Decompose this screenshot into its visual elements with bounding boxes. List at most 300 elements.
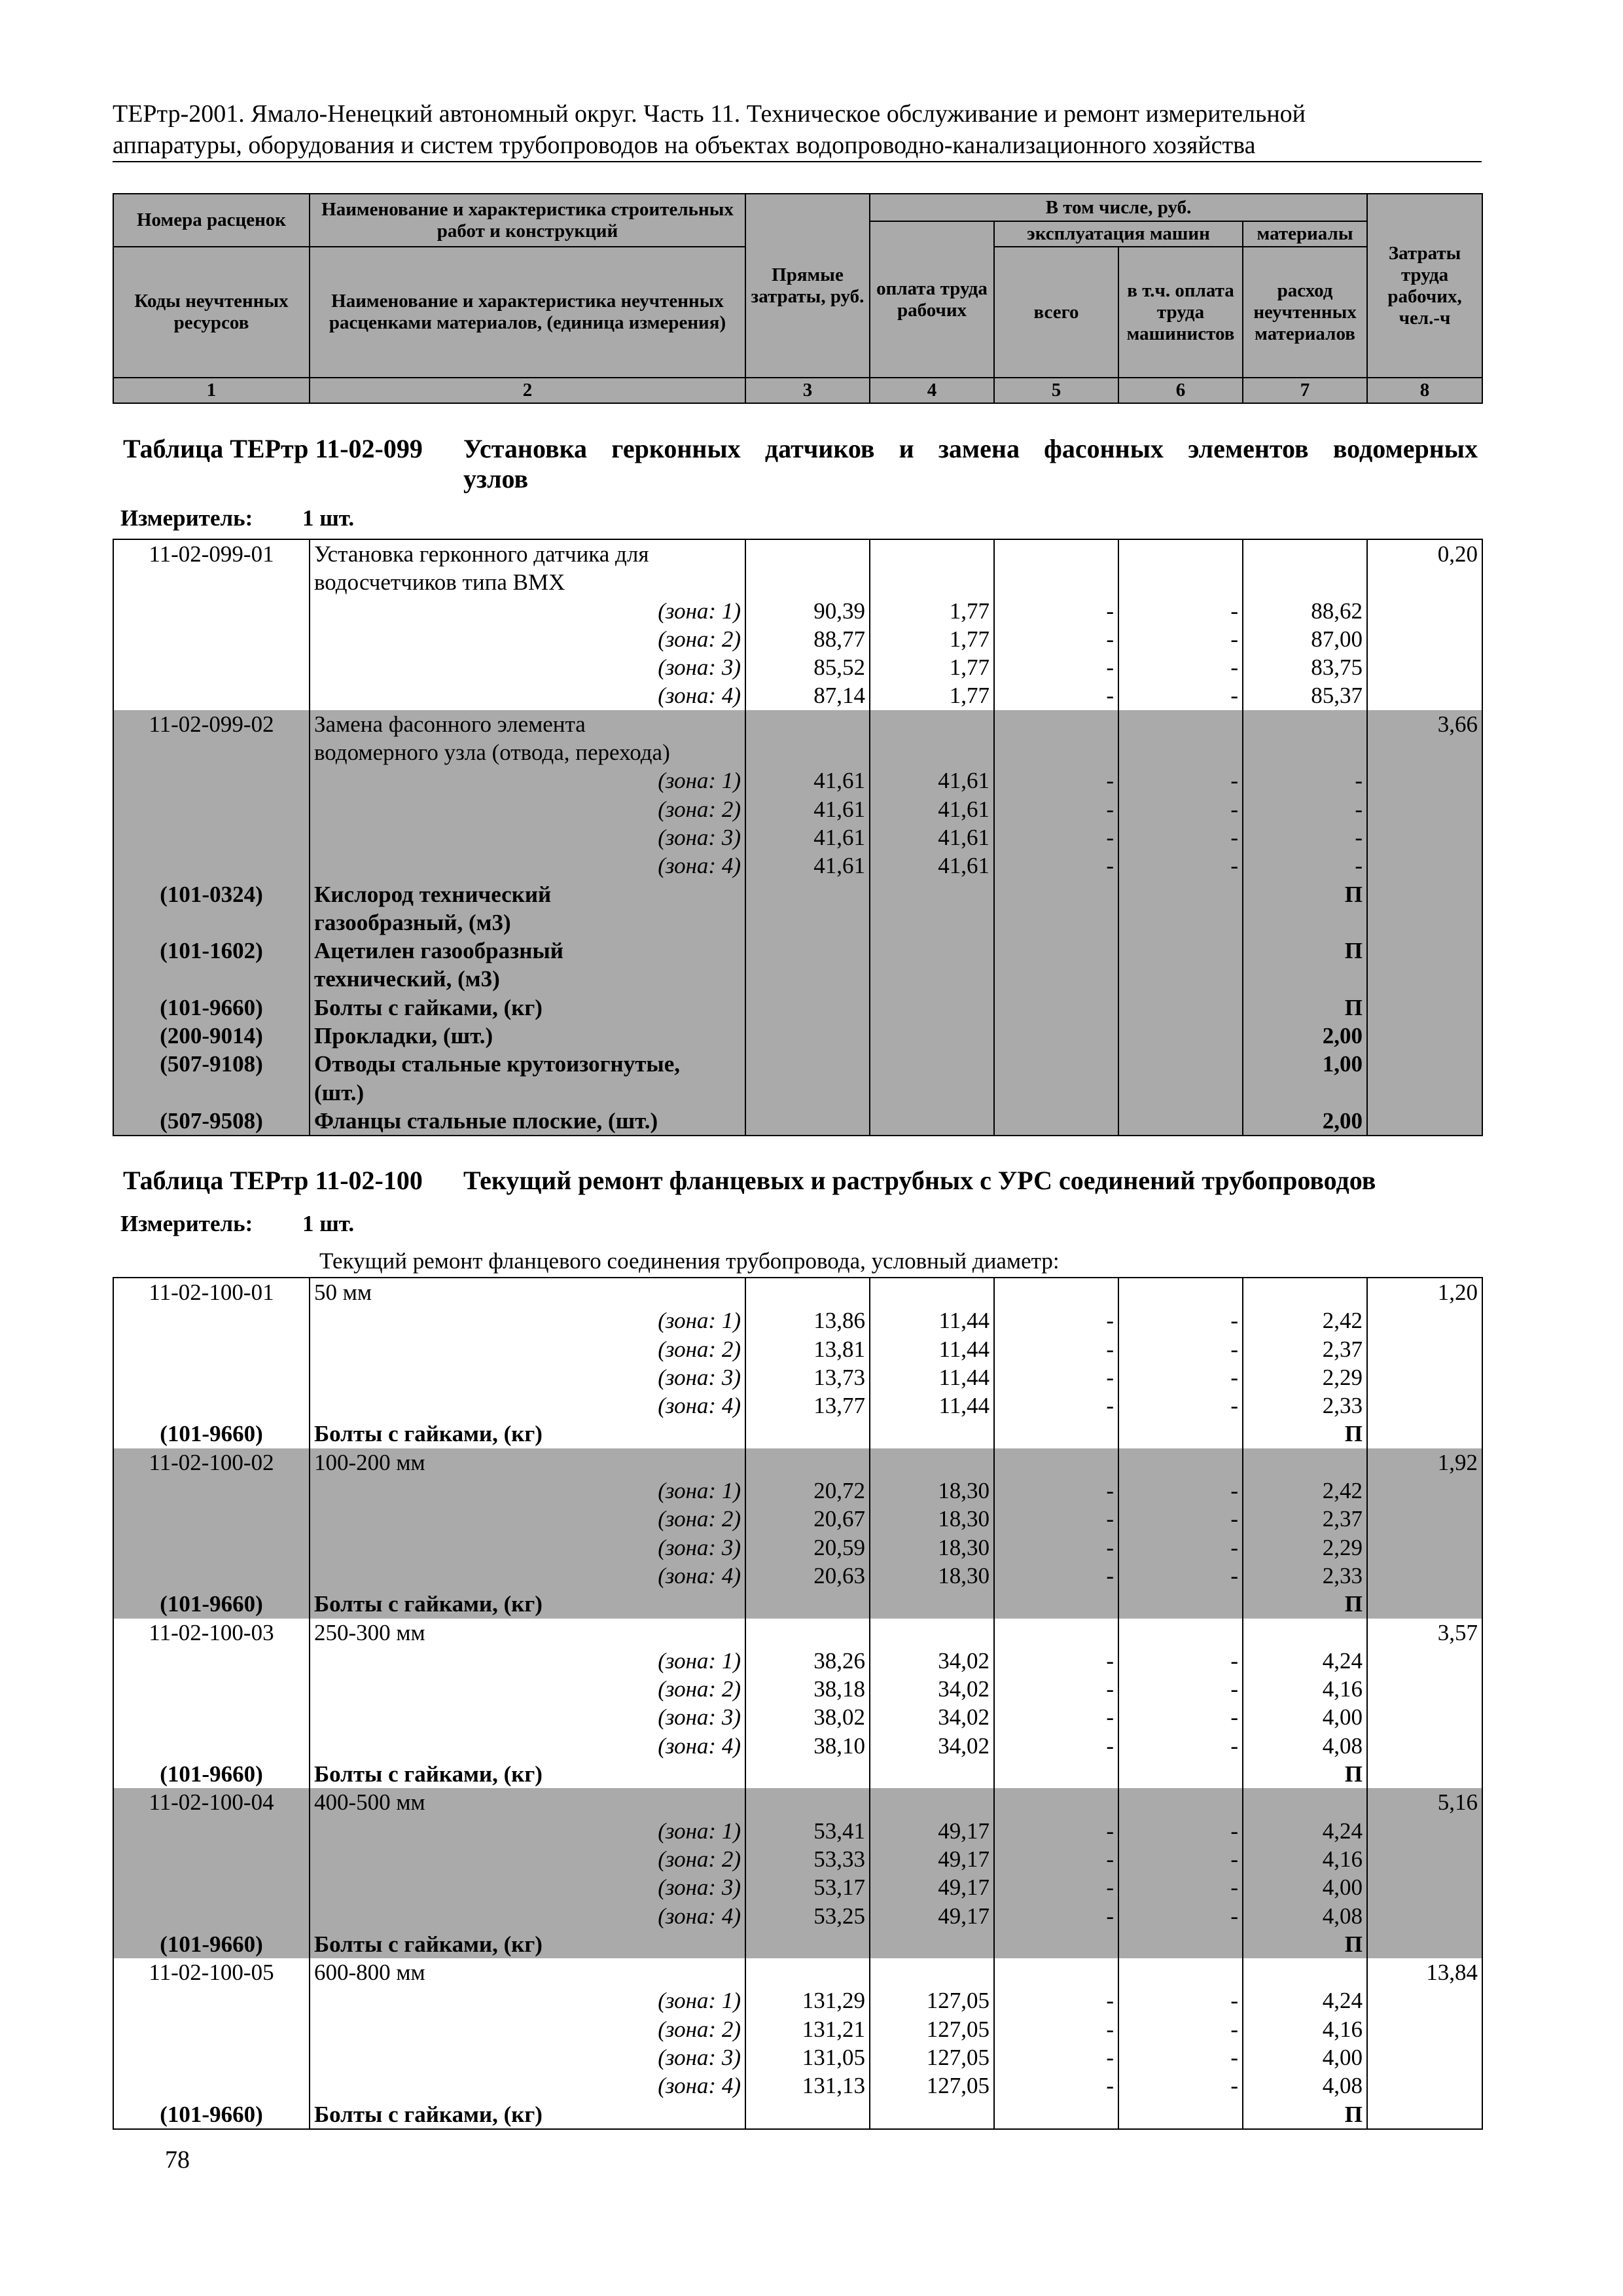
machine-cost-cell: - [994,2072,1118,2100]
labor-pay-cell [870,1050,994,1078]
name-cell: 600-800 мм [310,1958,745,1986]
code-cell [113,1873,310,1901]
labor-pay-cell [870,1958,994,1986]
operator-pay-cell: - [1118,1703,1243,1731]
operator-pay-cell: - [1118,1845,1243,1873]
labor-hours-cell [1367,880,1482,908]
code-cell: (507-9108) [113,1050,310,1078]
table2-label: Таблица ТЕРтр 11-02-100 [123,1166,423,1195]
code-cell: 11-02-100-01 [113,1278,310,1306]
resource-row [113,994,1482,1022]
operator-pay-cell: - [1118,852,1243,880]
name-cell: (зона: 1) [310,1986,745,2015]
measure-value: 1 шт. [302,505,355,531]
labor-pay-cell: 34,02 [870,1732,994,1760]
materials-cell [1243,1619,1367,1647]
zone-row [113,597,1482,625]
zone-row [113,1363,1482,1391]
materials-cell: 83,75 [1243,653,1367,681]
machine-cost-cell [994,1022,1118,1050]
machine-cost-cell [994,738,1118,766]
labor-pay-cell: 1,77 [870,681,994,709]
name-cell: (зона: 3) [310,1534,745,1562]
table1-title-line2: узлов [463,464,529,493]
code-cell [113,1391,310,1420]
direct-cost-cell: 53,33 [745,1845,870,1873]
labor-pay-cell: 41,61 [870,795,994,823]
labor-hours-cell [1367,1902,1482,1930]
materials-cell [1243,1278,1367,1306]
labor-pay-cell [870,710,994,738]
materials-cell: 4,16 [1243,1845,1367,1873]
header-rule [113,161,1482,162]
table2-measure [120,1211,355,1237]
direct-cost-cell [745,1760,870,1788]
rate-row [113,1278,1482,1306]
name-cell: (зона: 4) [310,681,745,709]
direct-cost-cell: 13,86 [745,1306,870,1335]
operator-pay-cell: - [1118,1391,1243,1420]
labor-hours-cell: 0,20 [1367,539,1482,568]
zone-row [113,1562,1482,1590]
code-cell [113,597,310,625]
operator-pay-cell: - [1118,1902,1243,1930]
labor-hours-cell [1367,994,1482,1022]
operator-pay-cell [1118,1788,1243,1816]
name-cell: Болты с гайками, (кг) [310,1420,745,1448]
zone-row [113,1703,1482,1731]
resource-row [113,937,1482,965]
labor-hours-cell [1367,1703,1482,1731]
col-num: 6 [1118,378,1243,403]
operator-pay-cell: - [1118,1873,1243,1901]
operator-pay-cell: - [1118,653,1243,681]
labor-hours-cell [1367,795,1482,823]
operator-pay-cell [1118,1448,1243,1477]
materials-cell: - [1243,852,1367,880]
operator-pay-cell: - [1118,795,1243,823]
materials-cell: П [1243,1590,1367,1618]
machine-cost-cell [994,1050,1118,1078]
operator-pay-cell: - [1118,1477,1243,1505]
materials-cell: 4,00 [1243,1873,1367,1901]
materials-cell: 4,24 [1243,1647,1367,1675]
labor-hours-cell [1367,568,1482,596]
direct-cost-cell: 20,63 [745,1562,870,1590]
name-cell: (зона: 2) [310,795,745,823]
direct-cost-cell: 53,41 [745,1817,870,1845]
header-zatraty: Затраты труда рабочих, чел.-ч [1367,194,1482,378]
zone-row [113,1845,1482,1873]
name-cell: (зона: 3) [310,2043,745,2072]
machine-cost-cell: - [994,1732,1118,1760]
direct-cost-cell: 13,81 [745,1335,870,1363]
labor-hours-cell [1367,2072,1482,2100]
zone-row [113,2015,1482,2043]
machine-cost-cell: - [994,653,1118,681]
machine-cost-cell [994,1590,1118,1618]
operator-pay-cell: - [1118,1817,1243,1845]
measure-value: 1 шт. [302,1211,355,1236]
name-cell: (зона: 2) [310,2015,745,2043]
header-ekspl: эксплуатация машин [994,221,1243,247]
labor-pay-cell: 11,44 [870,1306,994,1335]
labor-hours-cell [1367,2043,1482,2072]
name-cell: (зона: 2) [310,1845,745,1873]
labor-pay-cell [870,1022,994,1050]
labor-pay-cell [870,1788,994,1816]
labor-pay-cell: 11,44 [870,1335,994,1363]
operator-pay-cell [1118,539,1243,568]
operator-pay-cell [1118,1079,1243,1107]
operator-pay-cell: - [1118,2015,1243,2043]
labor-pay-cell: 18,30 [870,1534,994,1562]
rate-row [113,1788,1482,1816]
zone-row [113,1306,1482,1335]
direct-cost-cell [745,1107,870,1136]
name-cell: (зона: 4) [310,1562,745,1590]
code-cell [113,1079,310,1107]
materials-cell [1243,1448,1367,1477]
zone-row [113,1902,1482,1930]
name-cell: (зона: 3) [310,823,745,852]
machine-cost-cell [994,1930,1118,1958]
machine-cost-cell [994,937,1118,965]
materials-cell [1243,539,1367,568]
zone-row [113,1986,1482,2015]
col-num: 5 [994,378,1118,403]
code-cell [113,2043,310,2072]
name-cell: (зона: 1) [310,597,745,625]
code-cell [113,965,310,993]
rate-row [113,710,1482,738]
machine-cost-cell: - [994,1675,1118,1703]
col-num: 8 [1367,378,1482,403]
direct-cost-cell: 38,10 [745,1732,870,1760]
materials-cell: 2,42 [1243,1477,1367,1505]
name-cell: Фланцы стальные плоские, (шт.) [310,1107,745,1136]
materials-cell [1243,1079,1367,1107]
code-cell: (200-9014) [113,1022,310,1050]
code-cell [113,1562,310,1590]
machine-cost-cell: - [994,1817,1118,1845]
machine-cost-cell: - [994,1391,1118,1420]
direct-cost-cell: 41,61 [745,823,870,852]
labor-hours-cell: 13,84 [1367,1958,1482,1986]
zone-row [113,625,1482,653]
labor-hours-cell [1367,1817,1482,1845]
labor-hours-cell [1367,1930,1482,1958]
code-cell: 11-02-099-01 [113,539,310,568]
materials-cell: - [1243,766,1367,795]
machine-cost-cell: - [994,1562,1118,1590]
operator-pay-cell: - [1118,1562,1243,1590]
zone-row [113,1534,1482,1562]
direct-cost-cell: 38,26 [745,1647,870,1675]
machine-cost-cell: - [994,1845,1118,1873]
labor-pay-cell [870,1107,994,1136]
machine-cost-cell: - [994,625,1118,653]
labor-hours-cell [1367,1050,1482,1078]
code-cell: (101-9660) [113,2100,310,2129]
code-cell: (101-9660) [113,1930,310,1958]
labor-hours-cell: 3,66 [1367,710,1482,738]
machine-cost-cell: - [994,795,1118,823]
direct-cost-cell [745,880,870,908]
labor-pay-cell: 18,30 [870,1505,994,1533]
resource-row [113,1022,1482,1050]
operator-pay-cell [1118,1958,1243,1986]
labor-hours-cell [1367,1079,1482,1107]
operator-pay-cell [1118,937,1243,965]
labor-pay-cell [870,568,994,596]
name-cell: Отводы стальные крутоизогнутые, [310,1050,745,1078]
direct-cost-cell [745,738,870,766]
direct-cost-cell [745,1278,870,1306]
operator-pay-cell: - [1118,1675,1243,1703]
operator-pay-cell: - [1118,2072,1243,2100]
header-kody: Коды неучтенных ресурсов [113,247,310,378]
operator-pay-cell [1118,1022,1243,1050]
operator-pay-cell [1118,908,1243,937]
resource-row [113,908,1482,937]
direct-cost-cell: 38,02 [745,1703,870,1731]
operator-pay-cell [1118,1619,1243,1647]
materials-cell: - [1243,795,1367,823]
materials-cell: П [1243,994,1367,1022]
labor-pay-cell: 11,44 [870,1391,994,1420]
resource-row [113,1107,1482,1136]
operator-pay-cell [1118,738,1243,766]
materials-cell: 4,24 [1243,1817,1367,1845]
direct-cost-cell [745,1788,870,1816]
measure-label: Измеритель: [120,1211,253,1236]
code-cell [113,852,310,880]
labor-hours-cell: 5,16 [1367,1788,1482,1816]
header-line-2: аппаратуры, оборудования и систем трубопроводов на объектах водопроводно-канализационного хозяйства [113,132,1256,159]
labor-pay-cell [870,908,994,937]
name-cell: Кислород технический [310,880,745,908]
labor-hours-cell [1367,766,1482,795]
direct-cost-cell [745,2100,870,2129]
labor-pay-cell: 49,17 [870,1873,994,1901]
code-cell: 11-02-100-05 [113,1958,310,1986]
labor-hours-cell [1367,1391,1482,1420]
materials-cell: 2,00 [1243,1022,1367,1050]
direct-cost-cell [745,1448,870,1477]
operator-pay-cell: - [1118,597,1243,625]
zone-row [113,1675,1482,1703]
direct-cost-cell: 85,52 [745,653,870,681]
labor-pay-cell: 41,61 [870,823,994,852]
resource-row [113,880,1482,908]
name-cell: Болты с гайками, (кг) [310,1590,745,1618]
direct-cost-cell [745,1619,870,1647]
machine-cost-cell: - [994,1703,1118,1731]
materials-cell: 88,62 [1243,597,1367,625]
zone-row [113,2072,1482,2100]
code-cell [113,1647,310,1675]
operator-pay-cell: - [1118,1363,1243,1391]
machine-cost-cell [994,1107,1118,1136]
machine-cost-cell [994,908,1118,937]
header-vtch: в т.ч. оплата труда машинистов [1118,247,1243,378]
labor-hours-cell [1367,597,1482,625]
code-cell [113,1675,310,1703]
code-cell [113,1477,310,1505]
name-cell: (зона: 2) [310,1675,745,1703]
name-cell: 400-500 мм [310,1788,745,1816]
labor-hours-cell [1367,653,1482,681]
materials-cell: 2,33 [1243,1562,1367,1590]
operator-pay-cell: - [1118,2043,1243,2072]
direct-cost-cell [745,1590,870,1618]
operator-pay-cell [1118,710,1243,738]
labor-hours-cell [1367,1505,1482,1533]
materials-cell [1243,1958,1367,1986]
page-number: 78 [165,2146,190,2174]
labor-hours-cell [1367,1647,1482,1675]
code-cell [113,1534,310,1562]
machine-cost-cell [994,1958,1118,1986]
labor-pay-cell [870,1278,994,1306]
labor-hours-cell [1367,823,1482,852]
zone-row [113,1817,1482,1845]
name-cell: 50 мм [310,1278,745,1306]
machine-cost-cell [994,710,1118,738]
operator-pay-cell: - [1118,681,1243,709]
labor-pay-cell [870,2100,994,2129]
materials-cell [1243,1788,1367,1816]
code-cell: (101-9660) [113,1760,310,1788]
labor-hours-cell [1367,1590,1482,1618]
code-cell [113,908,310,937]
resource-row [113,1420,1482,1448]
name-cell: (зона: 1) [310,1306,745,1335]
machine-cost-cell: - [994,1335,1118,1363]
operator-pay-cell [1118,965,1243,993]
materials-cell: 1,00 [1243,1050,1367,1078]
labor-hours-cell [1367,681,1482,709]
machine-cost-cell: - [994,597,1118,625]
rate-row [113,568,1482,596]
labor-hours-cell [1367,1022,1482,1050]
machine-cost-cell: - [994,1505,1118,1533]
direct-cost-cell: 41,61 [745,852,870,880]
name-cell: (зона: 4) [310,1902,745,1930]
code-cell [113,1335,310,1363]
labor-pay-cell: 127,05 [870,2072,994,2100]
machine-cost-cell: - [994,1986,1118,2015]
code-cell: (101-9660) [113,994,310,1022]
materials-cell: 4,08 [1243,1732,1367,1760]
materials-cell: 2,29 [1243,1534,1367,1562]
materials-cell: 2,00 [1243,1107,1367,1136]
name-cell: (зона: 3) [310,653,745,681]
col-num: 4 [870,378,994,403]
code-cell [113,1902,310,1930]
machine-cost-cell [994,2100,1118,2129]
materials-cell [1243,568,1367,596]
labor-pay-cell [870,965,994,993]
labor-hours-cell [1367,1845,1482,1873]
operator-pay-cell: - [1118,1986,1243,2015]
labor-hours-cell [1367,2015,1482,2043]
operator-pay-cell: - [1118,1647,1243,1675]
name-cell: (зона: 4) [310,2072,745,2100]
header-pryamye: Прямые затраты, руб. [745,194,870,378]
direct-cost-cell: 41,61 [745,766,870,795]
materials-cell [1243,965,1367,993]
machine-cost-cell [994,539,1118,568]
machine-cost-cell [994,1448,1118,1477]
labor-pay-cell: 127,05 [870,2043,994,2072]
col-num: 1 [113,378,310,403]
materials-cell: 4,16 [1243,1675,1367,1703]
zone-row [113,823,1482,852]
operator-pay-cell [1118,1930,1243,1958]
name-cell: (зона: 4) [310,852,745,880]
document-header [113,98,1480,161]
name-cell: Болты с гайками, (кг) [310,2100,745,2129]
machine-cost-cell [994,880,1118,908]
direct-cost-cell: 13,77 [745,1391,870,1420]
name-cell: 100-200 мм [310,1448,745,1477]
code-cell: (507-9508) [113,1107,310,1136]
materials-cell: 4,00 [1243,2043,1367,2072]
name-cell: (зона: 2) [310,1505,745,1533]
machine-cost-cell [994,1760,1118,1788]
code-cell: (101-1602) [113,937,310,965]
code-cell: 11-02-100-04 [113,1788,310,1816]
direct-cost-cell: 53,17 [745,1873,870,1901]
labor-pay-cell: 127,05 [870,1986,994,2015]
code-cell [113,653,310,681]
zone-row [113,1505,1482,1533]
machine-cost-cell: - [994,1647,1118,1675]
labor-hours-cell [1367,1873,1482,1901]
column-header-table [113,193,1483,404]
code-cell [113,625,310,653]
header-naim-title: Наименование и характеристика строительных работ и конструкций [310,194,745,247]
name-cell: Установка герконного датчика для [310,539,745,568]
labor-hours-cell [1367,1335,1482,1363]
direct-cost-cell [745,908,870,937]
name-cell: Замена фасонного элемента [310,710,745,738]
header-oplata: оплата труда рабочих [870,221,994,378]
direct-cost-cell: 41,61 [745,795,870,823]
name-cell: Болты с гайками, (кг) [310,994,745,1022]
machine-cost-cell [994,965,1118,993]
machine-cost-cell: - [994,2043,1118,2072]
materials-cell: 2,37 [1243,1505,1367,1533]
direct-cost-cell: 13,73 [745,1363,870,1391]
labor-hours-cell [1367,1477,1482,1505]
zone-row [113,1732,1482,1760]
direct-cost-cell: 131,13 [745,2072,870,2100]
code-cell: (101-9660) [113,1420,310,1448]
rate-row [113,1958,1482,1986]
machine-cost-cell: - [994,823,1118,852]
name-cell: Болты с гайками, (кг) [310,1760,745,1788]
machine-cost-cell: - [994,852,1118,880]
labor-hours-cell: 3,57 [1367,1619,1482,1647]
header-materialy: материалы [1243,221,1367,247]
materials-cell: П [1243,880,1367,908]
machine-cost-cell: - [994,1363,1118,1391]
zone-row [113,795,1482,823]
labor-hours-cell [1367,852,1482,880]
